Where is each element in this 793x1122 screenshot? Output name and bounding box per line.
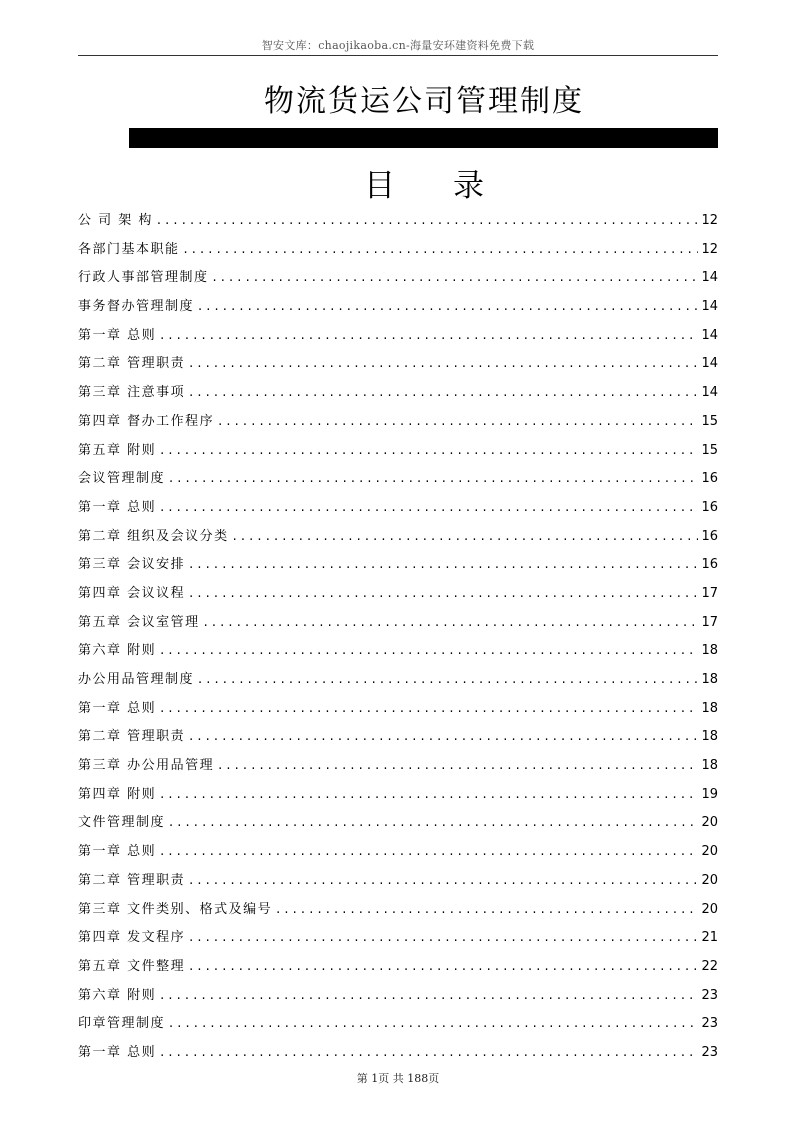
toc-dot-leader: [276, 902, 698, 917]
toc-entry-label: 第五章 会议室管理: [78, 614, 200, 630]
toc-entry-label: 第五章 附则: [78, 442, 157, 458]
toc-dot-leader: [160, 701, 698, 716]
toc-entry-label: 第一章 总则: [78, 327, 157, 343]
toc-dot-leader: [169, 1016, 698, 1031]
toc-entry-page-number: 14: [701, 299, 718, 315]
toc-entry-page-number: 21: [701, 930, 718, 946]
toc-entry-page-number: 14: [701, 327, 718, 343]
toc-entry-page-number: 17: [701, 614, 718, 630]
toc-entry[interactable]: [78, 783, 718, 812]
toc-entry[interactable]: [78, 725, 718, 754]
toc-entry-label: 第二章 组织及会议分类: [78, 528, 229, 544]
toc-entry[interactable]: [78, 955, 718, 984]
toc-entry[interactable]: [78, 295, 718, 324]
toc-entry-page-number: 20: [701, 815, 718, 831]
toc-dot-leader: [198, 299, 698, 314]
toc-entry[interactable]: [78, 1041, 718, 1070]
toc-entry-page-number: 18: [701, 758, 718, 774]
toc-dot-leader: [218, 758, 698, 773]
toc-entry-label: 第三章 文件类别、格式及编号: [78, 901, 273, 917]
toc-entry-page-number: 20: [701, 872, 718, 888]
toc-entry[interactable]: [78, 697, 718, 726]
toc-entry[interactable]: [78, 439, 718, 468]
toc-entry-page-number: 23: [701, 1016, 718, 1032]
toc-entry-page-number: 23: [701, 987, 718, 1003]
toc-entry-page-number: 15: [701, 413, 718, 429]
toc-entry-label: 文件管理制度: [78, 815, 166, 831]
toc-entry[interactable]: [78, 410, 718, 439]
toc-dot-leader: [169, 471, 698, 486]
toc-entry[interactable]: [78, 582, 718, 611]
toc-entry[interactable]: [78, 926, 718, 955]
toc-dot-leader: [160, 500, 698, 515]
toc-entry-page-number: 16: [701, 528, 718, 544]
toc-entry[interactable]: [78, 639, 718, 668]
toc-entry-label: 会议管理制度: [78, 471, 166, 487]
toc-entry-page-number: 12: [701, 213, 718, 228]
toc-entry[interactable]: [78, 381, 718, 410]
toc-entry[interactable]: [78, 352, 718, 381]
toc-entry[interactable]: [78, 553, 718, 582]
toc-entry-label: 第六章 附则: [78, 987, 157, 1003]
toc-entry-page-number: 18: [701, 643, 718, 659]
toc-entry-label: 第二章 管理职责: [78, 729, 186, 745]
toc-heading-char-2: 录: [453, 168, 484, 204]
toc-entry-label: 第六章 附则: [78, 643, 157, 659]
toc-entry-page-number: 12: [701, 241, 718, 257]
toc-dot-leader: [189, 959, 698, 974]
toc-entry-label: 第三章 办公用品管理: [78, 758, 215, 774]
toc-dot-leader: [189, 586, 698, 601]
toc-entry[interactable]: [78, 266, 718, 295]
toc-entry-label: 第一章 总则: [78, 700, 157, 716]
toc-entry[interactable]: [78, 898, 718, 927]
toc-dot-leader: [160, 643, 698, 658]
toc-entry-page-number: 18: [701, 672, 718, 687]
toc-entry-page-number: 14: [701, 356, 718, 372]
toc-entry-label: 第四章 附则: [78, 786, 157, 802]
toc-entry[interactable]: [78, 811, 718, 840]
toc-heading-char-1: 目: [364, 168, 395, 204]
toc-entry-page-number: 14: [701, 385, 718, 401]
toc-entry-page-number: 17: [701, 585, 718, 601]
toc-entry-page-number: 22: [701, 958, 718, 974]
toc-entry-label: 行政人事部管理制度: [78, 270, 209, 286]
toc-entry-page-number: 15: [701, 442, 718, 458]
toc-entry-label: 第三章 会议安排: [78, 557, 186, 573]
toc-entry[interactable]: [78, 668, 718, 697]
toc-dot-leader: [198, 672, 698, 687]
toc-entry[interactable]: [78, 611, 718, 640]
toc-entry-page-number: 20: [701, 901, 718, 917]
toc-dot-leader: [160, 443, 698, 458]
toc-entry-label: 第四章 发文程序: [78, 930, 186, 946]
toc-entry-label: 第一章 总则: [78, 1044, 157, 1060]
toc-dot-leader: [184, 242, 698, 257]
toc-entry[interactable]: [78, 1012, 718, 1041]
toc-entry[interactable]: [78, 209, 718, 238]
document-title: 物流货运公司管理制度: [264, 84, 584, 119]
toc-dot-leader: [233, 529, 698, 544]
toc-dot-leader: [160, 328, 698, 343]
toc-entry-label: 第二章 管理职责: [78, 872, 186, 888]
toc-entry-page-number: 19: [701, 786, 718, 802]
toc-dot-leader: [189, 385, 698, 400]
toc-entry-page-number: 18: [701, 729, 718, 745]
toc-entry-label: 第一章 总则: [78, 844, 157, 860]
toc-entry[interactable]: [78, 525, 718, 554]
toc-entry[interactable]: [78, 467, 718, 496]
toc-entry-page-number: 14: [701, 270, 718, 286]
toc-dot-leader: [189, 930, 698, 945]
toc-dot-leader: [189, 557, 698, 572]
toc-dot-leader: [189, 729, 698, 744]
toc-entry-page-number: 18: [701, 700, 718, 716]
toc-entry-label: 公 司 架 构: [78, 213, 153, 228]
toc-entry-label: 第四章 督办工作程序: [78, 413, 215, 429]
toc-entry-page-number: 16: [701, 557, 718, 573]
toc-entry-label: 事务督办管理制度: [78, 299, 195, 315]
toc-entry[interactable]: [78, 754, 718, 783]
toc-entry-label: 第四章 会议议程: [78, 585, 186, 601]
toc-dot-leader: [160, 1045, 698, 1060]
toc-dot-leader: [189, 356, 698, 371]
toc-entry[interactable]: [78, 496, 718, 525]
toc-entry-label: 各部门基本职能: [78, 241, 180, 257]
toc-entry-label: 第五章 文件整理: [78, 958, 186, 974]
toc-entry-page-number: 20: [701, 844, 718, 860]
running-header: 智安文库：chaojikaoba.cn-海量安环建资料免费下载: [261, 39, 535, 52]
toc-dot-leader: [189, 873, 698, 888]
toc-entry[interactable]: [78, 840, 718, 869]
toc-entry[interactable]: [78, 238, 718, 267]
toc-entry-label: 印章管理制度: [78, 1016, 166, 1032]
page-footer: 第 1页 共 188页: [356, 1072, 440, 1085]
toc-dot-leader: [160, 787, 698, 802]
toc-dot-leader: [160, 844, 698, 859]
toc-entry[interactable]: [78, 984, 718, 1013]
toc-dot-leader: [218, 414, 698, 429]
toc-heading: [130, 160, 718, 205]
toc-dot-leader: [213, 270, 698, 285]
toc-entry-label: 办公用品管理制度: [78, 672, 195, 687]
header-divider: [78, 55, 718, 56]
toc-entry[interactable]: [78, 324, 718, 353]
toc-entry-label: 第一章 总则: [78, 499, 157, 515]
toc-entry[interactable]: [78, 869, 718, 898]
table-of-contents: [78, 209, 718, 1070]
toc-entry-label: 第三章 注意事项: [78, 385, 186, 401]
title-black-bar: [129, 128, 718, 148]
toc-entry-page-number: 16: [701, 471, 718, 487]
toc-entry-label: 第二章 管理职责: [78, 356, 186, 372]
toc-dot-leader: [157, 213, 698, 228]
toc-entry-page-number: 23: [701, 1044, 718, 1060]
toc-dot-leader: [169, 815, 698, 830]
toc-entry-page-number: 16: [701, 499, 718, 515]
toc-dot-leader: [160, 988, 698, 1003]
toc-dot-leader: [204, 615, 698, 630]
